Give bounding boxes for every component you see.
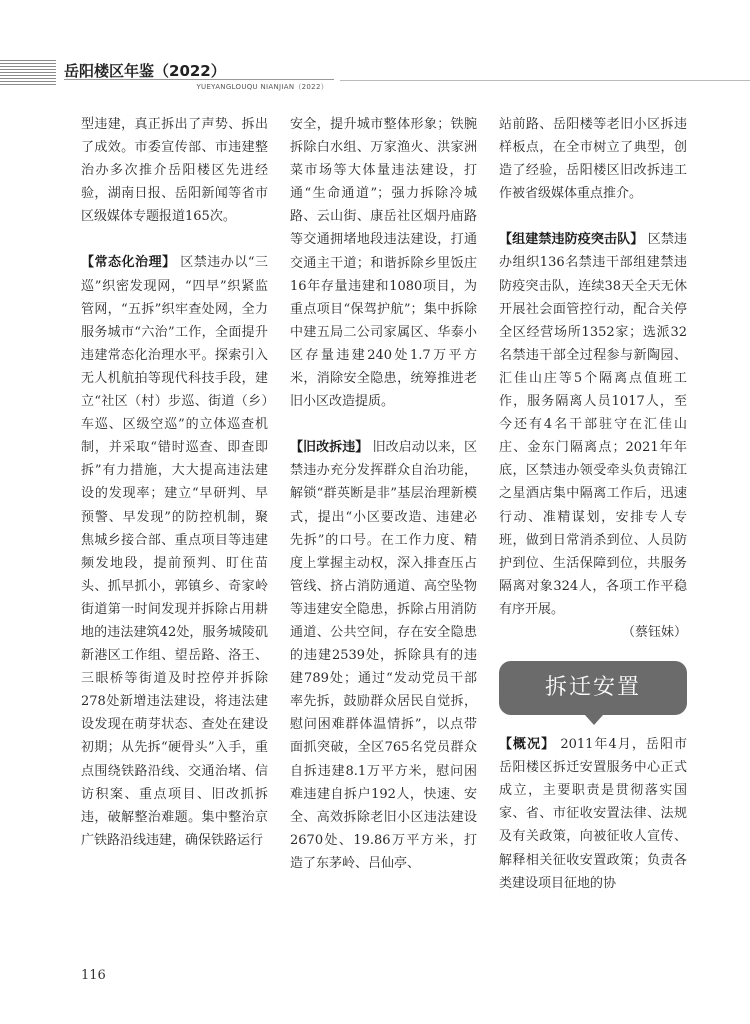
yearbook-title: 岳阳楼区年鉴（2022） bbox=[64, 62, 226, 80]
paragraph-overview bbox=[499, 733, 687, 895]
section-banner bbox=[499, 661, 687, 715]
paragraph-renovation-demolition bbox=[290, 436, 477, 875]
section-title: 拆迁安置 bbox=[544, 675, 641, 701]
running-header bbox=[0, 60, 750, 90]
page-number: 116 bbox=[81, 968, 106, 983]
heading-epidemic-team: 【组建禁违防疫突击队】 bbox=[499, 232, 644, 248]
paragraph-epidemic-team bbox=[499, 228, 687, 621]
header-stripes-decoration bbox=[0, 60, 56, 86]
paragraph-railway-continued: 安全，提升城市整体形象；铁腕拆除白水组、万家渔火、洪家洲菜市场等大体量违法建设，打通“生命通道”；强力拆除冷城路、云山街、康岳社区烟丹庙路等交通拥堵地段违法建设，打通交通主干道；和谐拆除乡里饭庄16年存量违建和1080项目，为重点项目“保驾护航”；集中拆除中建五局二公司家属区、华泰小区存量违建240处1.7万平方米，消除安全隐患，统筹推进老旧小区改造提质。 bbox=[290, 117, 477, 410]
column-middle bbox=[290, 113, 477, 875]
heading-overview: 【概况】 bbox=[499, 737, 556, 753]
heading-renovation-demolition: 【旧改拆违】 bbox=[290, 440, 369, 456]
author-signature: （蔡钰妹） bbox=[621, 624, 687, 640]
body-epidemic-team: 区禁违办组织136名禁违干部组建禁违防疫突击队，连续38天全天无休开展社会面管控行动，配合关停全区经营场所1352家；选派32名禁违干部全过程参与新陶园、汇佳山庄等5个隔离点值班工作，服务隔离人员1017人，至今还有4名干部驻守在汇佳山庄、金东门隔离点；2021年年底，区禁违办领受牵头负责锦江之星酒店集中隔离工作后，迅速行动、准精谋划，安排专人专班，做到日常消杀到位、人员防护到位、生活保障到位，共服务隔离对象324人，各项工作平稳有序开展。 bbox=[499, 232, 687, 617]
column-left bbox=[81, 113, 268, 852]
banner-tail bbox=[585, 715, 603, 725]
yearbook-subtitle: YUEYANGLOUQU NIANJIAN（2022） bbox=[196, 83, 328, 91]
paragraph-renovation-continued: 站前路、岳阳楼等老旧小区拆违样板点，在全市树立了典型，创造了经验，岳阳楼区旧改拆违工作被省级媒体重点推介。 bbox=[499, 117, 687, 202]
heading-regular-governance: 【常态化治理】 bbox=[81, 255, 176, 271]
column-right bbox=[499, 113, 687, 895]
paragraph-continued: 型违建，真正拆出了声势、拆出了成效。市委宣传部、市违建整治办多次推介岳阳楼区先进经验，湖南日报、岳阳新闻等省市区级媒体专题报道165次。 bbox=[81, 117, 268, 225]
paragraph-regular-governance bbox=[81, 251, 268, 851]
body-regular-governance: 区禁违办以“三巡”织密发现网，“四早”织紧监管网，“五拆”织牢查处网，全力服务城市“六治”工作，全面提升违建常态化治理水平。探索引入无人机航拍等现代科技手段，建立“社区（村）步巡、街道（乡）车巡、区级空巡”的立体巡查机制，并采取“错时巡查、即查即拆”有力措施，大大提高违法建设的发现率；建立“早研判、早预警、早发现”的防控机制，聚焦城乡接合部、重点项目等违建频发地段，提前预判、盯住苗头、抓早抓小，郭镇乡、奇家岭街道第一时间发现并拆除占用耕地的违法建筑42处，服务城陵矶新港区工作组、望岳路、洛王、三眼桥等街道及时控停并拆除278处新增违法建设，将违法建设发现在萌芽状态、查处在建设初期；从先拆“硬骨头”入手，重点围绕铁路沿线、交通治堵、信访积案、重点项目、旧改抓拆违，破解整治难题。集中整治京广铁路沿线违建，确保铁路运行 bbox=[81, 255, 268, 848]
header-rule-right bbox=[340, 80, 750, 81]
body-overview: 2011年4月，岳阳市岳阳楼区拆迁安置服务中心正式成立，主要职责是贯彻落实国家、省、市征收安置法律、法规及有关政策，向被征收人宣传、解释相关征收安置政策；负责各类建设项目征地的协 bbox=[499, 737, 687, 891]
body-renovation-demolition: 旧改启动以来，区禁违办充分发挥群众自治功能，解锁“群英断是非”基层治理新模式，提出“小区要改造、违建必先拆”的口号。在工作力度、精度上掌握主动权，深入排查压占管线、挤占消防通道、高空坠物等违建安全隐患，拆除占用消防通道、公共空间，存在安全隐患的违建2539处，拆除具有的违建789处；通过“发动党员干部率先拆，鼓励群众居民自觉拆，慰问困难群体温情拆”，以点带面抓突破，全区765名党员群众自拆违建8.1万平方米，慰问困难违建自拆户192人，快速、安全、高效拆除老旧小区违法建设2670处、19.86万平方米，打造了东茅岭、吕仙亭、 bbox=[290, 440, 477, 871]
